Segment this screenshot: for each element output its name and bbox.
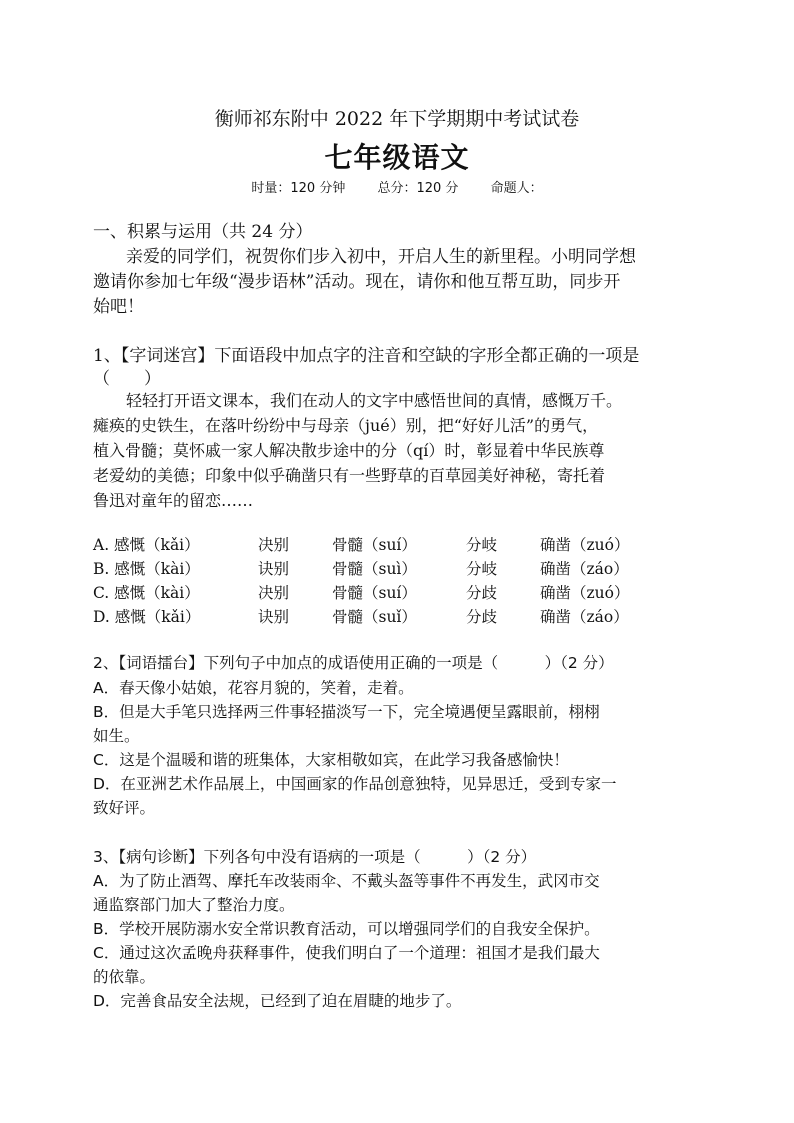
option-cell: 分岐 xyxy=(466,536,498,554)
option-cell: 骨髓（suǐ） xyxy=(332,608,417,626)
option-cell: C. 感慨（kài） xyxy=(93,584,200,602)
q3-option-line: 通监察部门加大了整治力度。 xyxy=(93,896,295,914)
option-cell: 确凿（zuó） xyxy=(540,584,630,602)
section-heading: 一、积累与运用（共 24 分） xyxy=(93,222,313,242)
q1-passage-line: 植入骨髓；莫怀戚一家人解决散步途中的分（qí）时，彰显着中华民族尊 xyxy=(93,441,605,460)
option-cell: 确凿（záo） xyxy=(540,608,629,626)
exam-author: 命题人： xyxy=(490,181,543,196)
option-cell: 骨髓（suí） xyxy=(332,584,417,602)
exam-time: 时量：120 分钟 xyxy=(251,181,346,196)
intro-line: 邀请你参加七年级“漫步语林”活动。现在，请你和他互帮互助，同步开 xyxy=(93,272,621,292)
option-cell: 诀别 xyxy=(258,560,290,578)
option-cell: 确凿（záo） xyxy=(540,560,629,578)
q2-option-line: A．春天像小姑娘，花容月貌的，笑着，走着。 xyxy=(93,679,414,697)
q1-passage-line: 老爱幼的美德；印象中似乎确凿只有一些野草的百草园美好神秘，寄托着 xyxy=(93,466,606,485)
q3-option-line: C．通过这次孟晚舟获释事件，使我们明白了一个道理：祖国才是我们最大 xyxy=(93,944,600,962)
q1-passage-line: 鲁迅对童年的留恋…… xyxy=(93,491,254,510)
option-cell: B. 感慨（kài） xyxy=(93,560,200,578)
q2-option-line: D．在亚洲艺术作品展上，中国画家的作品创意独特，见异思迁，受到专家一 xyxy=(93,775,617,793)
q2-option-line: C．这是个温暖和谐的班集体，大家相敬如宾，在此学习我备感愉快！ xyxy=(93,751,569,769)
q2-option-line: 如生。 xyxy=(93,727,140,745)
option-cell: 分岐 xyxy=(466,560,498,578)
q2-option-line: B．但是大手笔只选择两三件事轻描淡写一下，完全境遇便呈露眼前，栩栩 xyxy=(93,703,600,721)
q3-option-line: 的依靠。 xyxy=(93,968,156,986)
school-exam-title: 衡师祁东附中 2022 年下学期期中考试试卷 xyxy=(214,108,580,130)
q1-passage-line: 轻轻打开语文课本，我们在动人的文字中感悟世间的真情，感慨万千。 xyxy=(126,391,623,410)
subject-title: 七年级语文 xyxy=(324,141,470,174)
q3-stem: 3、【病句诊断】下列各句中没有语病的一项是（ ）（2 分） xyxy=(93,848,537,866)
option-cell: 诀别 xyxy=(258,608,290,626)
option-cell: D. 感慨（kǎi） xyxy=(93,608,201,626)
q3-option-line: D．完善食品安全法规，已经到了迫在眉睫的地步了。 xyxy=(93,992,462,1010)
q3-option-line: A．为了防止酒驾、摩托车改装雨伞、不戴头盔等事件不再发生，武冈市交 xyxy=(93,872,600,890)
q1-passage-line: 瘫痪的史铁生，在落叶纷纷中与母亲（jué）别，把“好好儿活”的勇气， xyxy=(93,416,599,435)
q2-option-line: 致好评。 xyxy=(93,799,156,817)
option-cell: 分歧 xyxy=(466,584,498,602)
option-cell: 决别 xyxy=(258,536,290,554)
exam-meta xyxy=(0,177,794,196)
q3-option-line: B．学校开展防溺水安全常识教育活动，可以增强同学们的自我安全保护。 xyxy=(93,920,600,938)
exam-score: 总分：120 分 xyxy=(377,181,459,196)
option-cell: 骨髓（suí） xyxy=(332,536,417,554)
option-cell: 骨髓（suì） xyxy=(332,560,417,578)
q1-stem: 1、【字词迷宫】下面语段中加点字的注音和空缺的字形全都正确的一项是 xyxy=(93,346,640,366)
option-cell: A. 感慨（kǎi） xyxy=(93,536,200,554)
q1-answer-paren: （ ） xyxy=(93,369,161,389)
option-cell: 分歧 xyxy=(466,608,498,626)
intro-line: 亲爱的同学们，祝贺你们步入初中，开启人生的新里程。小明同学想 xyxy=(126,247,636,267)
option-cell: 决别 xyxy=(258,584,290,602)
q2-stem: 2、【词语擂台】下列句子中加点的成语使用正确的一项是（ ）（2 分） xyxy=(93,654,614,672)
option-cell: 确凿（zuó） xyxy=(540,536,630,554)
intro-line: 始吧！ xyxy=(93,297,144,317)
